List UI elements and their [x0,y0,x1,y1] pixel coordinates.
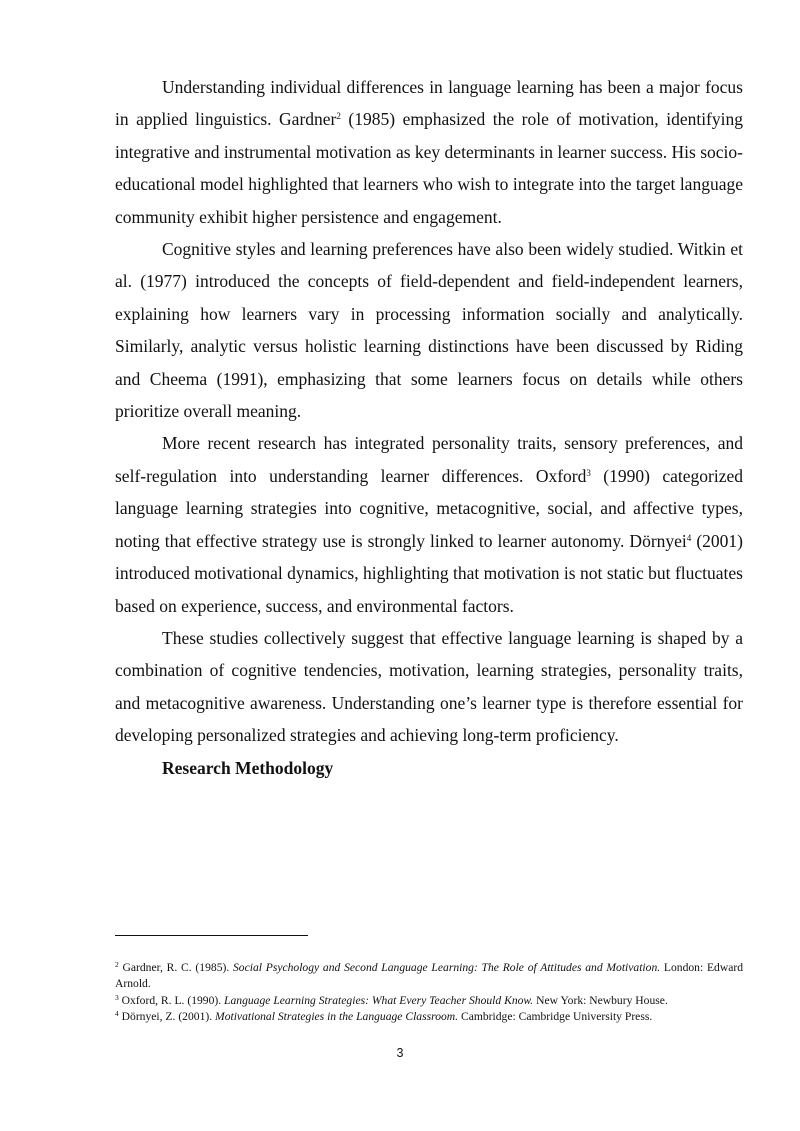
footnotes [115,960,743,1026]
footnote-text: Gardner, R. C. (1985). [118,961,233,974]
paragraph-1 [115,71,743,233]
footnote-title: Motivational Strategies in the Language Classroom. [215,1010,459,1024]
paragraph-1-text-a: Understanding individual differences in language learning has been a major focus in applied linguistics. Gardner [115,77,743,130]
paragraph-2: Cognitive styles and learning preferences have also been widely studied. Witkin et al. (1977) introduced the concepts of field-dependent and field-independent learners, explaining how learners vary in processing information socially and analytically. Similarly, analytic versus holistic learning distinctions have been discussed by Riding and Cheema (1991), emphasizing that some learners focus on details while others prioritize overall meaning. [115,239,743,422]
footnote-number: 2 [115,960,119,969]
paragraph-4: These studies collectively suggest that effective language learning is shaped by a combination of cognitive tendencies, motivation, learning strategies, personality traits, and metacognitive awareness. Understanding one’s learner type is therefore essential for developing personalized strategies and achieving long-term proficiency. [115,627,743,746]
paragraph-1-text-b: (1985) emphasized the role of motivation, identifying integrative and instrumental motivation as key determinants in learner success. His socio-educational model highlighted that learners who wish to integrate into the target language community exhibit higher persistence and engagement. [115,109,744,227]
footnote-ref-3[interactable]: 3 [586,467,591,478]
footnote-ref-2[interactable]: 2 [336,111,341,122]
footnote-number: 4 [115,1009,119,1019]
footnote-number: 3 [115,992,119,1002]
page-number: 3 [396,1046,404,1060]
body-text [115,71,743,784]
paragraph-3-text-c: (2001) introduced motivational dynamics, highlighting that motivation is not static but fluctuates based on experience, success, and environmental factors. [115,530,743,616]
paragraph-3-text-b: (1990) categorized language learning strategies into cognitive, metacognitive, social, and affective types, noting that effective strategy use is strongly linked to learner autonomy. Dörnyei [115,465,743,551]
footnote-title: Social Psychology and Second Language Learning: The Role of Attitudes and Motivation. [233,961,661,974]
paragraph-3-text-a: More recent research has integrated personality traits, sensory preferences, and self-regulation into understanding learner differences. Oxford [115,433,743,486]
footnote-ref-4[interactable]: 4 [686,532,692,543]
footnote-publisher: New York: Newbury House. [533,993,668,1007]
footnote-3 [115,993,743,1009]
footnote-2 [115,960,743,993]
footnote-publisher: Cambridge: Cambridge University Press. [458,1010,653,1024]
footnote-text: Dörnyei, Z. (2001). [118,1010,216,1024]
footnote-publisher: London: Edward Arnold. [115,961,744,991]
paragraph-3 [115,427,743,621]
footnote-4 [115,1009,743,1025]
section-heading: Research Methodology [162,757,334,778]
footnote-separator [115,935,308,936]
footnote-title: Language Learning Strategies: What Every Teacher Should Know. [224,993,534,1007]
footnote-text: Oxford, R. L. (1990). [118,993,225,1007]
